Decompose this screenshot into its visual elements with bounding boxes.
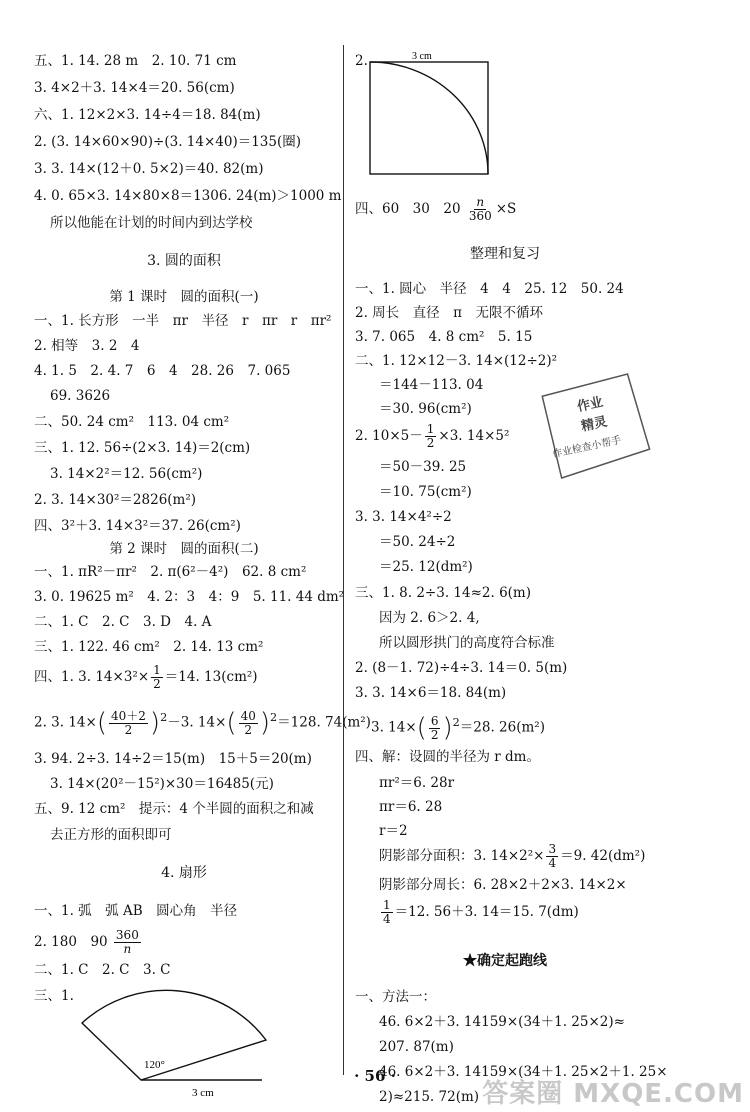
answer-line-fraction — [34, 662, 258, 692]
section-heading: 4. 扇形 — [161, 865, 207, 881]
fraction-numerator: 40 — [240, 708, 256, 723]
stamp-text-2: 精灵 — [579, 413, 609, 434]
expr-part: ×3. 14×5² — [438, 428, 510, 444]
homework-stamp — [531, 368, 659, 489]
answer-line: πr＝6. 28 — [379, 799, 443, 815]
stamp-text-1: 作业 — [575, 393, 605, 415]
fraction-numerator: 6 — [430, 713, 439, 728]
answer-line: 二、50. 24 cm² 113. 04 cm² — [34, 414, 230, 430]
left-paren: ( — [226, 708, 237, 738]
answer-line: 三、1. 8. 2÷3. 14≈2. 6(m) — [355, 585, 532, 601]
quarter-circle-diagram — [367, 46, 507, 176]
answer-line: 五、1. 14. 28 m 2. 10. 71 cm — [34, 53, 237, 69]
fraction-numerator: 360 — [115, 928, 139, 942]
fraction-denominator: 2 — [153, 677, 161, 691]
answer-line: 四、3²＋3. 14×3²＝37. 26(cm²) — [34, 518, 241, 534]
answer-line-fraction — [355, 194, 516, 224]
expr-part: 2. 180 90 — [34, 934, 108, 950]
answer-line: 3. 14×2²＝12. 56(cm²) — [50, 466, 203, 482]
fraction-numerator: n — [476, 195, 485, 209]
answer-line: ＝144－113. 04 — [379, 377, 484, 393]
lesson-heading: 第 1 课时 圆的面积(一) — [109, 289, 259, 305]
answer-line: 3. 4×2＋3. 14×4＝20. 56(cm) — [34, 80, 235, 96]
answer-line: 三、1. 12. 56÷(2×3. 14)＝2(cm) — [34, 440, 251, 456]
left-paren: ( — [416, 713, 427, 743]
fraction-denominator: 360 — [468, 209, 492, 223]
answer-line-fraction — [379, 840, 645, 872]
fraction — [425, 423, 437, 450]
answer-line: 69. 3626 — [50, 388, 111, 404]
expr-part: 阴影部分面积：3. 14×2²× — [379, 848, 545, 864]
sector-angle-label: 120° — [144, 1059, 165, 1071]
answer-line: 一、1. 弧 弧 AB 圆心角 半径 — [34, 903, 238, 919]
fraction — [151, 664, 163, 691]
square-side-label: 3 cm — [412, 51, 432, 62]
answer-line: 4. 0. 65×3. 14×80×8＝1306. 24(m)＞1000 m — [34, 188, 342, 204]
answer-line: 二、1. C 2. C 3. D 4. A — [34, 614, 212, 630]
stamp-text-3: 作业检查小帮手 — [551, 434, 623, 461]
answer-line-fraction: 2. 3. 14×( $\frac{40+2}{2}$ )$^2$－3. 14×( $\frac{40}{2}$ )$^2$＝128. 74(m²) — [34, 708, 371, 738]
answer-line-fraction — [379, 896, 579, 928]
answer-line: ＝50－39. 25 — [379, 459, 467, 475]
answer-line: 一、1. 长方形 一半 πr 半径 r πr r πr² — [34, 313, 332, 329]
fraction — [114, 929, 141, 956]
answer-line: 46. 6×2＋3. 14159×(34＋1. 25×2)≈ — [379, 1014, 625, 1030]
expr-part: ＝14. 13(cm²) — [164, 669, 258, 685]
expr-part: ＝128. 74(m²) — [277, 714, 371, 731]
right-paren: ) — [149, 708, 161, 738]
answer-line: 2. (8－1. 72)÷4÷3. 14＝0. 5(m) — [355, 660, 568, 676]
lesson-heading: 第 2 课时 圆的面积(二) — [109, 541, 259, 557]
expr-part: ×S — [495, 201, 517, 217]
answer-line: ＝50. 24÷2 — [379, 534, 456, 550]
answer-line: 3. 3. 14×6＝18. 84(m) — [355, 685, 507, 701]
fraction-denominator: 2 — [430, 727, 439, 742]
answer-line: 3. 0. 19625 m² 4. 2：3 4：9 5. 11. 44 dm² — [34, 589, 345, 605]
right-paren: ) — [442, 713, 453, 743]
expr-part: －3. 14× — [167, 714, 227, 731]
answer-line: 一、1. 圆心 半径 4 4 25. 12 50. 24 — [355, 281, 624, 297]
fraction — [109, 710, 148, 737]
answer-line: 2. — [355, 53, 368, 69]
column-divider — [343, 45, 344, 1075]
expr-part: 3. 14× — [371, 719, 417, 736]
fraction-denominator: 4 — [383, 912, 391, 926]
answer-line: 2. 3. 14×30²＝2826(m²) — [34, 492, 197, 508]
answer-line: 207. 87(m) — [379, 1039, 454, 1055]
fraction — [467, 196, 494, 223]
answer-line: 46. 6×2＋3. 14159×(34＋1. 25×2＋1. 25× — [379, 1064, 668, 1080]
answer-line: ＝25. 12(dm²) — [379, 559, 473, 575]
answer-line-fraction: 3. 14×( $\frac{6}{2}$ )$^2$＝28. 26(m²) — [371, 713, 545, 743]
answer-line: 所以他能在计划的时间内到达学校 — [50, 215, 253, 231]
answer-line: ＝30. 96(cm²) — [379, 401, 472, 417]
fraction-denominator: n — [123, 942, 132, 956]
answer-line: 2)≈215. 72(m) — [379, 1089, 480, 1105]
answer-line: 二、1. 12×12－3. 14×(12÷2)² — [355, 353, 558, 369]
fraction — [546, 843, 558, 870]
expr-part: 2. 3. 14× — [34, 714, 97, 731]
answer-line: 2. (3. 14×60×90)÷(3. 14×40)＝135(圈) — [34, 134, 302, 150]
answer-line: 所以圆形拱门的高度符合标准 — [379, 635, 555, 651]
fraction-denominator: 4 — [548, 856, 557, 870]
fraction — [429, 715, 441, 742]
answer-line: 二、1. C 2. C 3. C — [34, 962, 171, 978]
expr-part: ＝9. 42(dm²) — [560, 848, 646, 864]
section-heading: 3. 圆的面积 — [147, 253, 221, 269]
answer-line: 一、1. πR²－πr² 2. π(6²－4²) 62. 8 cm² — [34, 564, 307, 580]
fraction-denominator: 2 — [244, 722, 253, 737]
fraction-numerator: 1 — [153, 663, 161, 677]
answer-line: 2. 周长 直径 π 无限不循环 — [355, 305, 544, 321]
fraction-numerator: 1 — [426, 422, 435, 436]
answer-line: 四、解：设圆的半径为 r dm。 — [355, 749, 540, 765]
answer-line-fraction — [34, 927, 143, 957]
fraction-numerator: 3 — [548, 842, 557, 856]
expr-part: 四、1. 3. 14×3²× — [34, 669, 150, 685]
answer-line: r＝2 — [379, 823, 408, 839]
answer-line: 2. 相等 3. 2 4 — [34, 338, 140, 354]
watermark: 答案圈 MXQE.COM — [482, 1079, 744, 1109]
sector-length-label: 3 cm — [192, 1087, 214, 1099]
fraction-numerator: 40＋2 — [111, 708, 146, 723]
answer-line: 去正方形的面积即可 — [50, 827, 172, 843]
expr-part: ＝12. 56＋3. 14＝15. 7(dm) — [394, 904, 579, 920]
answer-line: 3. 94. 2÷3. 14÷2＝15(m) 15＋5＝20(m) — [34, 751, 312, 767]
answer-line: 3. 3. 14×4²÷2 — [355, 509, 452, 525]
answer-line: ＝10. 75(cm²) — [379, 484, 472, 500]
expr-part: 四、60 30 20 — [355, 201, 461, 217]
left-paren: ( — [96, 708, 107, 738]
answer-line: 4. 1. 5 2. 4. 7 6 4 28. 26 7. 065 — [34, 363, 291, 379]
section-heading: ★确定起跑线 — [463, 953, 547, 969]
answer-line: 阴影部分周长：6. 28×2＋2×3. 14×2× — [379, 877, 627, 893]
answer-line-fraction — [355, 420, 509, 452]
answer-line: 因为 2. 6＞2. 4, — [379, 610, 480, 626]
fraction-denominator: 2 — [426, 436, 435, 450]
page-number: · 56 · — [354, 1067, 396, 1085]
expr-part: ＝28. 26(m²) — [459, 719, 545, 736]
section-heading: 整理和复习 — [470, 246, 540, 262]
answer-line: 3. 3. 14×(12＋0. 5×2)＝40. 82(m) — [34, 161, 264, 177]
fraction — [239, 710, 258, 737]
answer-line: 3. 7. 065 4. 8 cm² 5. 15 — [355, 329, 533, 345]
fraction-numerator: 1 — [383, 898, 391, 912]
answer-line: 3. 14×(20²－15²)×30＝16485(元) — [50, 776, 274, 792]
answer-line: 五、9. 12 cm² 提示：4 个半圆的面积之和减 — [34, 801, 314, 817]
answer-line: 三、1. 122. 46 cm² 2. 14. 13 cm² — [34, 639, 264, 655]
answer-line: 一、方法一： — [355, 989, 436, 1005]
expr-part: 2. 10×5－ — [355, 428, 423, 444]
answer-line: 三、1. — [34, 988, 74, 1004]
fraction — [381, 899, 393, 926]
right-paren: ) — [259, 708, 270, 738]
answer-line: 六、1. 12×2×3. 14÷4＝18. 84(m) — [34, 107, 261, 123]
answer-line: πr²＝6. 28r — [379, 775, 455, 791]
fraction-denominator: 2 — [124, 722, 133, 737]
